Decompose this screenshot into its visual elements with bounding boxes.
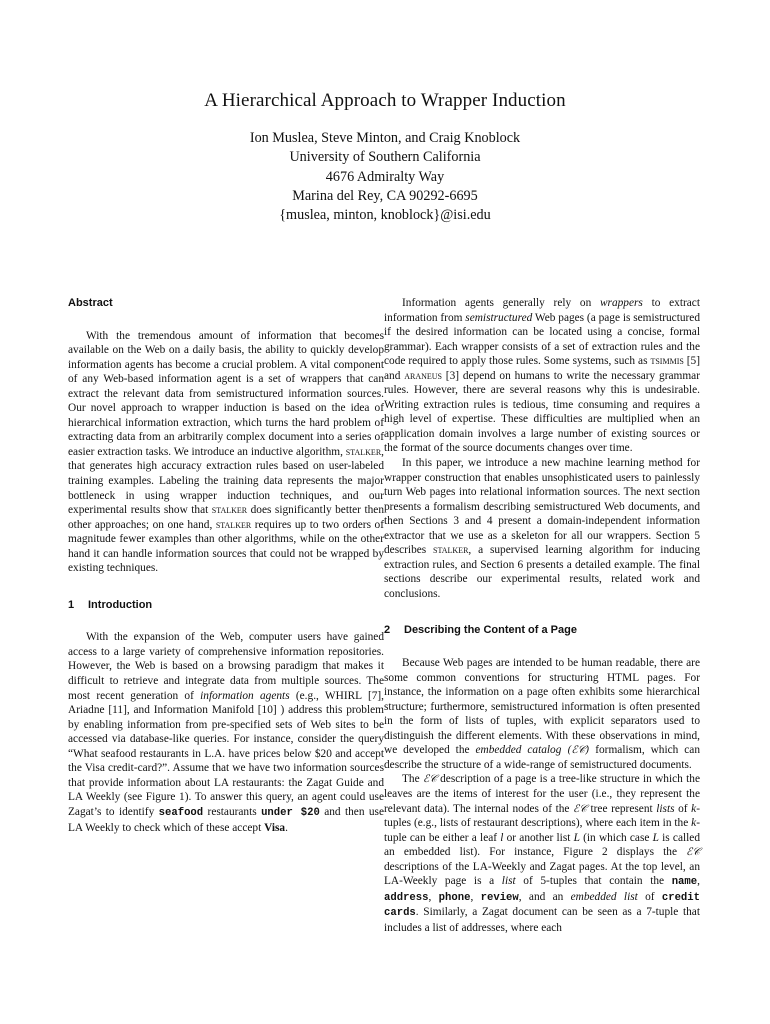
intro-paragraph: With the expansion of the Web, computer users have gained access to a large variety of comprehensive information repositories. However, the Web is based on a browsing paradigm that makes it difficult to retrieve and integrate data from multiple sources. The most recent generation of information agents (e.g., WHIRL [7], Ariadne [11], and Information Manifold [10] ) address this problem by enabling information from pre-specified sets of Web sites to be accessed via database-like queries. For instance, consider the query “What seafood restaurants in L.A. have prices below $20 and accept the Visa credit-card?”. Assume that we have two information sources that provide information about LA restaurants: the Zagat Guide and LA Weekly (see Figure 1). To answer this query, an agent could use Zagat’s to identify seafood restaurants under $20 and then use LA Weekly to check which of these accept Visa. <box>68 631 385 834</box>
author-street: 4676 Admiralty Way <box>325 168 445 185</box>
section-heading-describing-content: 2 Describing the Content of a Page <box>384 624 577 637</box>
author-email: {muslea, minton, knoblock}@isi.edu <box>279 207 491 224</box>
author-city: Marina del Rey, CA 90292-6695 <box>292 187 478 204</box>
paper-title: A Hierarchical Approach to Wrapper Induction <box>204 90 566 111</box>
left-column <box>68 296 384 835</box>
section2-paragraph-1: Because Web pages are intended to be human readable, there are some common conventions for structuring HTML pages. For instance, the information on a page often exhibits some hierarchical structure; furthermore, semistructured information is often presented in the form of lists of tuples, with explicit separators used to distinguish the different elements. With these observations in mind, we developed the embedded catalog (ℰ𝒞) formalism, which can describe the structure of a wide-range of semistructured documents. <box>384 657 700 771</box>
author-affiliation: University of Southern California <box>289 149 481 166</box>
author-block <box>0 129 770 225</box>
right-paragraph-1: Information agents generally rely on wrappers to extract information from semistructured Web pages (a page is semistructured if the desired information can be located using a concise, formal grammar). Each wrapper consists of a set of extraction rules and the code required to apply those rules. Some systems, such as tsimmis [5] and araneus [3] depend on humans to write the necessary grammar rules. However, there are several reasons why this is undesirable. Writing extraction rules is tedious, time consuming and requires a high level of expertise. These difficulties are multiplied when an application domain involves a large number of existing sources or the format of the source documents changes over time. <box>384 297 701 455</box>
right-paragraph-2: In this paper, we introduce a new machine learning method for wrapper construction that enables unsophisticated users to painlessly turn Web pages into relational information sources. The next section presents a formalism describing semistructured Web documents, and then Sections 3 and 4 present a domain-independent information extractor that we use as a skeleton for all our wrappers. Section 5 describes stalker, a supervised learning algorithm for inducing extraction rules, and Section 6 presents a detailed example. The final sections describe our experimental results, related work and conclusions. <box>384 457 700 600</box>
abstract-heading: Abstract <box>68 297 113 309</box>
abstract-paragraph: With the tremendous amount of information that becomes available on the Web on a daily basis, the ability to quickly develop information agents has become a crucial problem. A vital component of any Web-based information agent is a set of wrappers that can extract the relevant data from semistructured information sources. Our novel approach to wrapper induction is based on the idea of hierarchical information extraction, which turns the hard problem of extracting data from an arbitrarily complex document into a series of easier extraction tasks. We introduce an inductive algorithm, stalker, that generates high accuracy extraction rules based on user-labeled training examples. Labeling the training data represents the major bottleneck in using wrapper induction techniques, and our experimental results show that stalker does significantly better then other approaches; on one hand, stalker requires up to two orders of magnitude fewer examples than other algorithms, while on the other hand it can handle information sources that could not be wrapped by existing techniques. <box>68 329 384 575</box>
section-heading-introduction: 1 Introduction <box>68 598 153 611</box>
author-names: Ion Muslea, Steve Minton, and Craig Knoblock <box>249 130 521 146</box>
section2-paragraph-2: The ℰ𝒞 description of a page is a tree-like structure in which the leaves are the items of interest for the user (i.e., they represent the relevant data). The internal nodes of the ℰ𝒞 tree represent lists of k-tuples (e.g., lists of restaurant descriptions), where each item in the k-tuple can be either a leaf l or another list L (in which case L is called an embedded list). For instance, Figure 2 displays the ℰ𝒞 descriptions of the LA-Weekly and Zagat pages. At the top level, an LA-Weekly page is a list of 5-tuples that contain the name, address, phone, review, and an embedded list of credit cards. Similarly, a Zagat document can be seen as a 7-tuple that includes a list of addresses, where each <box>384 773 701 934</box>
right-column <box>384 296 700 935</box>
